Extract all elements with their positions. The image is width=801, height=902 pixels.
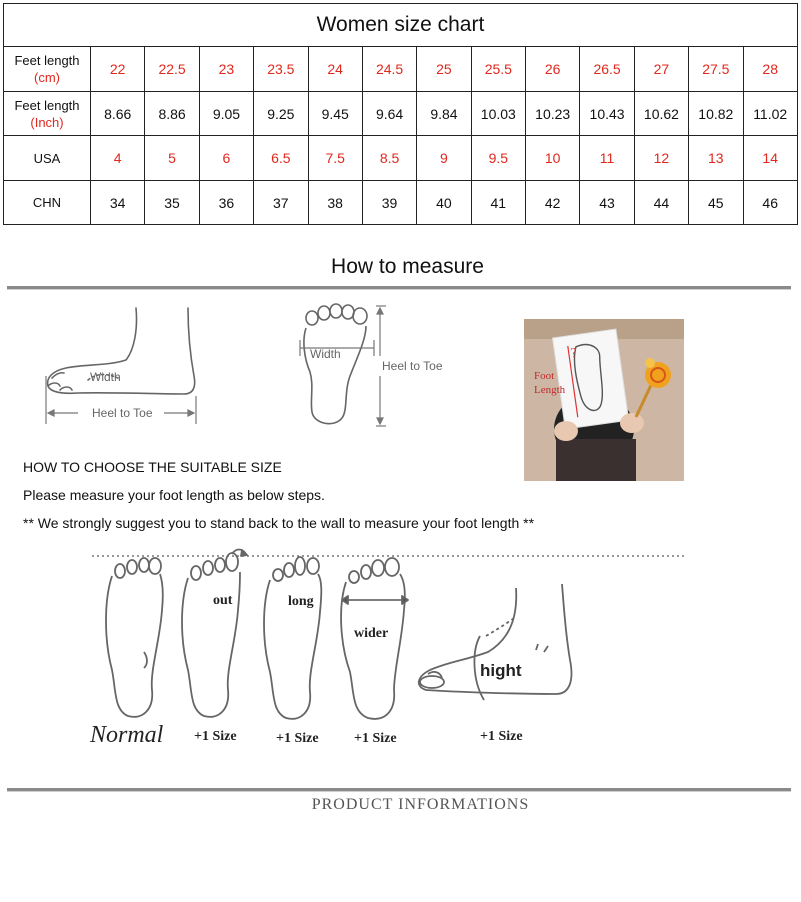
- table-cell: 12: [634, 136, 688, 181]
- table-cell: 6: [199, 136, 253, 181]
- table-cell: 28: [743, 47, 797, 92]
- table-cell: 35: [145, 181, 199, 225]
- table-cell: 24: [308, 47, 362, 92]
- table-cell: 26.5: [580, 47, 634, 92]
- table-cell: 7.5: [308, 136, 362, 181]
- table-cell: 23: [199, 47, 253, 92]
- foot-type-caption-out: +1 Size: [194, 729, 237, 744]
- table-cell: 14: [743, 136, 797, 181]
- row-label-inch: [4, 92, 91, 136]
- foot-type-label-long: long: [288, 594, 314, 609]
- size-chart-title: Women size chart: [4, 4, 798, 47]
- instructions-heading: HOW TO CHOOSE THE SUITABLE SIZE: [23, 459, 282, 475]
- table-cell: 25: [417, 47, 471, 92]
- row-label-chn: CHN: [4, 181, 91, 225]
- table-cell: 38: [308, 181, 362, 225]
- table-cell: 9.64: [362, 92, 416, 136]
- photo-label-foot: Foot: [534, 370, 555, 382]
- table-cell: 22: [91, 47, 145, 92]
- size-chart-table: [3, 3, 798, 225]
- foot-measurement-photo: [524, 319, 684, 481]
- foot-side-view-illustration: [38, 300, 208, 430]
- table-cell: 39: [362, 181, 416, 225]
- table-cell: 10.03: [471, 92, 525, 136]
- foot-type-caption-wider: +1 Size: [354, 731, 397, 746]
- row-label-unit: (Inch): [30, 114, 64, 130]
- instructions-line-1: Please measure your foot length as below steps.: [23, 487, 325, 503]
- table-cell: 44: [634, 181, 688, 225]
- foot-type-caption-normal: Normal: [90, 722, 164, 748]
- foot-type-label-hight: hight: [480, 661, 522, 680]
- table-cell: 45: [689, 181, 743, 225]
- table-cell: 46: [743, 181, 797, 225]
- table-cell: 11: [580, 136, 634, 181]
- table-row-feet-length-inch: [4, 92, 798, 136]
- foot-types-illustration: [56, 540, 696, 770]
- table-cell: 6.5: [254, 136, 308, 181]
- table-cell: 9.25: [254, 92, 308, 136]
- section-divider: [7, 788, 791, 792]
- table-cell: 9.5: [471, 136, 525, 181]
- side-view-length-label: Heel to Toe: [92, 406, 153, 420]
- table-cell: 10.43: [580, 92, 634, 136]
- table-cell: 41: [471, 181, 525, 225]
- row-label-text: Feet length: [14, 97, 80, 113]
- foot-top-view-illustration: [296, 300, 466, 435]
- product-informations-title: PRODUCT INFORMATIONS: [311, 796, 530, 813]
- foot-type-caption-hight: +1 Size: [480, 729, 523, 744]
- svg-text:?: ?: [569, 345, 579, 362]
- table-cell: 24.5: [362, 47, 416, 92]
- table-cell: 26: [526, 47, 580, 92]
- instructions-line-2: ** We strongly suggest you to stand back to the wall to measure your foot length **: [23, 515, 535, 531]
- top-view-width-label: Width: [310, 347, 341, 361]
- table-row-usa: [4, 136, 798, 181]
- table-cell: 8.66: [91, 92, 145, 136]
- foot-type-caption-long: +1 Size: [276, 731, 319, 746]
- how-to-measure-title: How to measure: [331, 255, 484, 278]
- table-cell: 4: [91, 136, 145, 181]
- table-row-feet-length-cm: [4, 47, 798, 92]
- table-cell: 43: [580, 181, 634, 225]
- top-view-length-label: Heel to Toe: [382, 359, 443, 373]
- table-cell: 9: [417, 136, 471, 181]
- table-cell: 27: [634, 47, 688, 92]
- table-cell: 34: [91, 181, 145, 225]
- foot-normal-sketch: [106, 558, 163, 717]
- photo-label-length: Length: [534, 384, 566, 396]
- table-cell: 5: [145, 136, 199, 181]
- table-cell: 9.05: [199, 92, 253, 136]
- row-label-text: Feet length: [14, 53, 80, 68]
- foot-long-sketch: [264, 557, 321, 719]
- table-cell: 10: [526, 136, 580, 181]
- side-view-width-label: Width: [90, 370, 121, 384]
- table-cell: 8.86: [145, 92, 199, 136]
- foot-high-instep-sketch: [419, 584, 572, 700]
- table-cell: 10.62: [634, 92, 688, 136]
- foot-out-sketch: [182, 550, 247, 717]
- table-cell: 22.5: [145, 47, 199, 92]
- table-cell: 25.5: [471, 47, 525, 92]
- foot-type-label-wider: wider: [354, 626, 389, 641]
- table-cell: 40: [417, 181, 471, 225]
- table-cell: 9.45: [308, 92, 362, 136]
- table-cell: 27.5: [689, 47, 743, 92]
- row-label-cm: [4, 47, 91, 92]
- table-row-chn: [4, 181, 798, 225]
- row-label-usa: USA: [4, 136, 91, 181]
- row-label-unit: (cm): [34, 70, 60, 85]
- table-cell: 36: [199, 181, 253, 225]
- table-cell: 10.82: [689, 92, 743, 136]
- table-cell: 42: [526, 181, 580, 225]
- table-cell: 11.02: [743, 92, 797, 136]
- table-cell: 8.5: [362, 136, 416, 181]
- table-cell: 37: [254, 181, 308, 225]
- table-cell: 9.84: [417, 92, 471, 136]
- section-divider: [7, 286, 791, 290]
- foot-type-label-out: out: [213, 593, 233, 608]
- table-cell: 10.23: [526, 92, 580, 136]
- table-cell: 23.5: [254, 47, 308, 92]
- table-cell: 13: [689, 136, 743, 181]
